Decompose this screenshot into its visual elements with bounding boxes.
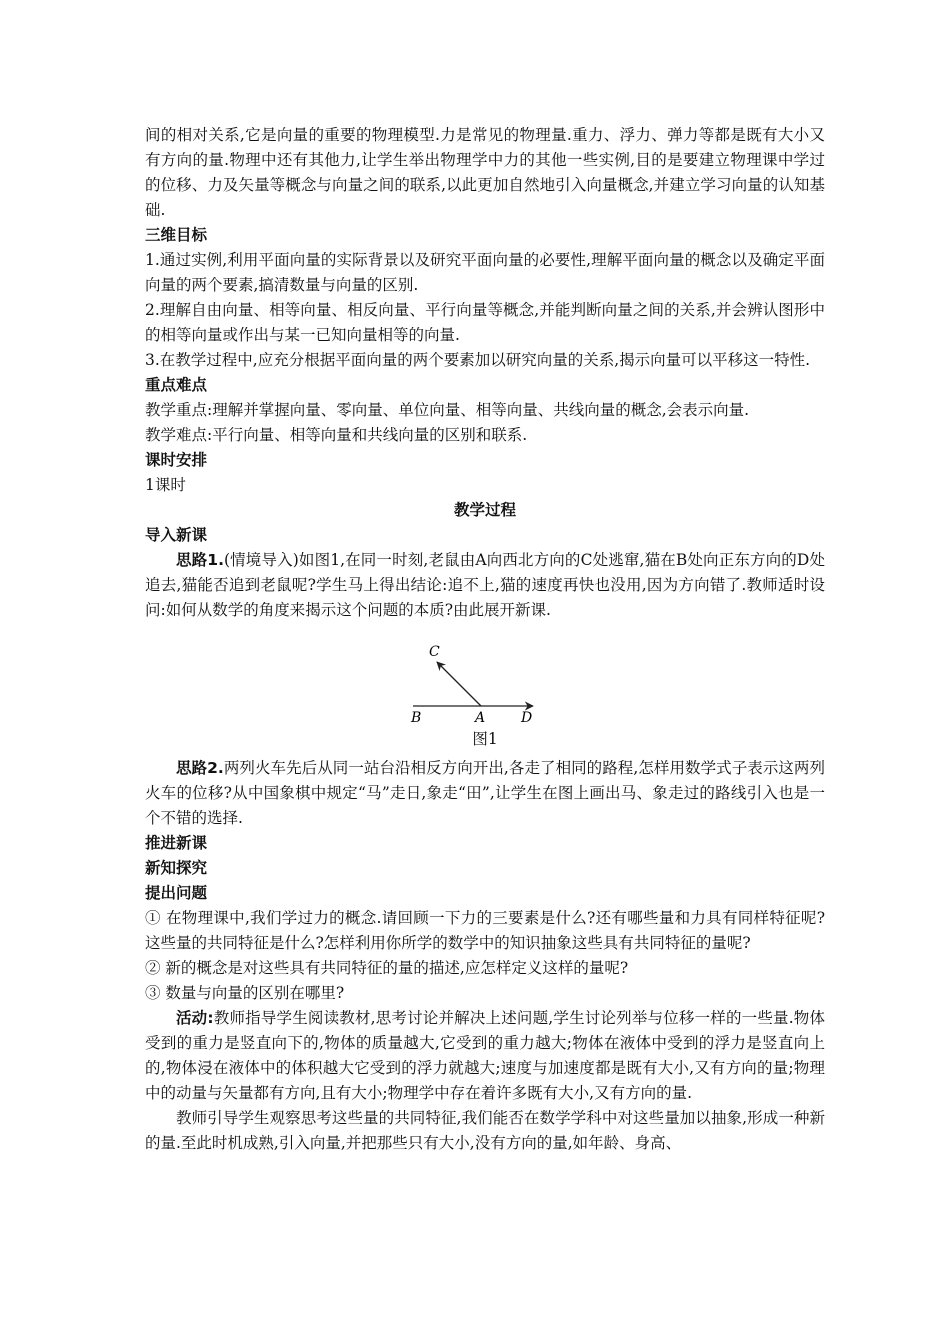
idea-2-text: 两列火车先后从同一站台沿相反方向开出,各走了相同的路程,怎样用数学式子表示这两列火车的位移?从中国象棋中规定“马”走日,象走“田”,让学生在图上画出马、象走过的路线引入也是一个不错的选择.: [145, 759, 825, 827]
question-item: ② 新的概念是对这些具有共同特征的量的描述,应怎样定义这样的量呢?: [145, 959, 629, 977]
question-item: ③ 数量与向量的区别在哪里?: [145, 984, 345, 1002]
idea-1-text: (情境导入)如图1,在同一时刻,老鼠由A向西北方向的C处逃窜,猫在B处向正东方向的D处追去,猫能否追到老鼠呢?学生马上得出结论:追不上,猫的速度再快也没用,因为方向错了.教师适时设问:如何从数学的角度来揭示这个问题的本质?由此展开新课.: [145, 551, 825, 619]
question-item: ① 在物理课中,我们学过力的概念.请回顾一下力的三要素是什么?还有哪些量和力具有同样特征呢?这些量的共同特征是什么?怎样利用你所学的数学中的知识抽象这些具有共同特征的量呢?: [145, 909, 825, 952]
goals-heading: 三维目标: [145, 226, 208, 244]
key-points-heading: 重点难点: [145, 376, 208, 394]
teaching-difficulty: 教学难点:平行向量、相等向量和共线向量的区别和联系.: [145, 426, 528, 444]
idea-1-label: 思路1.: [176, 551, 224, 569]
vector-ac: [437, 662, 481, 706]
schedule-value: 1课时: [145, 476, 186, 494]
guide-paragraph: 教师引导学生观察思考这些量的共同特征,我们能否在数学学科中对这些量加以抽象,形成一种新的量.至此时机成熟,引入向量,并把那些只有大小,没有方向的量,如年龄、身高、: [145, 1109, 825, 1152]
schedule-heading: 课时安排: [145, 451, 208, 469]
figure-caption: 图1: [472, 730, 498, 748]
teaching-focus: 教学重点:理解并掌握向量、零向量、单位向量、相等向量、共线向量的概念,会表示向量.: [145, 401, 750, 419]
label-c: C: [429, 644, 440, 660]
goal-item: 3.在教学过程中,应充分根据平面向量的两个要素加以研究向量的关系,揭示向量可以平移这一特性.: [145, 351, 811, 369]
vector-diagram: [407, 623, 567, 723]
goal-item: 2.理解自由向量、相等向量、相反向量、平行向量等概念,并能判断向量之间的关系,并会辨认图形中的相等向量或作出与某一已知向量相等的向量.: [145, 301, 825, 344]
idea-2-paragraph: [145, 756, 825, 831]
goal-item: 1.通过实例,利用平面向量的实际背景以及研究平面向量的必要性,理解平面向量的概念以及确定平面向量的两个要素,搞清数量与向量的区别.: [145, 251, 825, 294]
process-title: 教学过程: [453, 501, 516, 519]
activity-label: 活动:: [176, 1009, 214, 1027]
idea-1-paragraph: [145, 548, 825, 623]
label-b: B: [411, 710, 422, 723]
activity-text: 教师指导学生阅读教材,思考讨论并解决上述问题,学生讨论列举与位移一样的一些量.物体受到的重力是竖直向下的,物体的质量越大,它受到的重力越大;物体在液体中受到的浮力是竖直向上的,物体浸在液体中的体积越大它受到的浮力就越大;速度与加速度都是既有大小,又有方向的量;物理中的动量与矢量都有方向,且有大小;物理学中存在着许多既有大小,又有方向的量.: [145, 1009, 825, 1102]
document-page: [145, 123, 825, 1156]
idea-2-label: 思路2.: [176, 759, 224, 777]
intro-new-heading: 导入新课: [145, 526, 208, 544]
label-d: D: [521, 710, 533, 723]
figure-1: [145, 623, 825, 723]
intro-paragraph: 间的相对关系,它是向量的重要的物理模型.力是常见的物理量.重力、浮力、弹力等都是既有大小又有方向的量.物理中还有其他力,让学生举出物理学中力的其他一些实例,目的是要建立物理课中学过的位移、力及矢量等概念与向量之间的联系,以此更加自然地引入向量概念,并建立学习向量的认知基础.: [145, 126, 825, 219]
questions-heading: 提出问题: [145, 884, 208, 902]
activity-paragraph: [145, 1006, 825, 1106]
explore-heading: 新知探究: [145, 859, 208, 877]
advance-heading: 推进新课: [145, 834, 208, 852]
label-a: A: [475, 710, 486, 723]
